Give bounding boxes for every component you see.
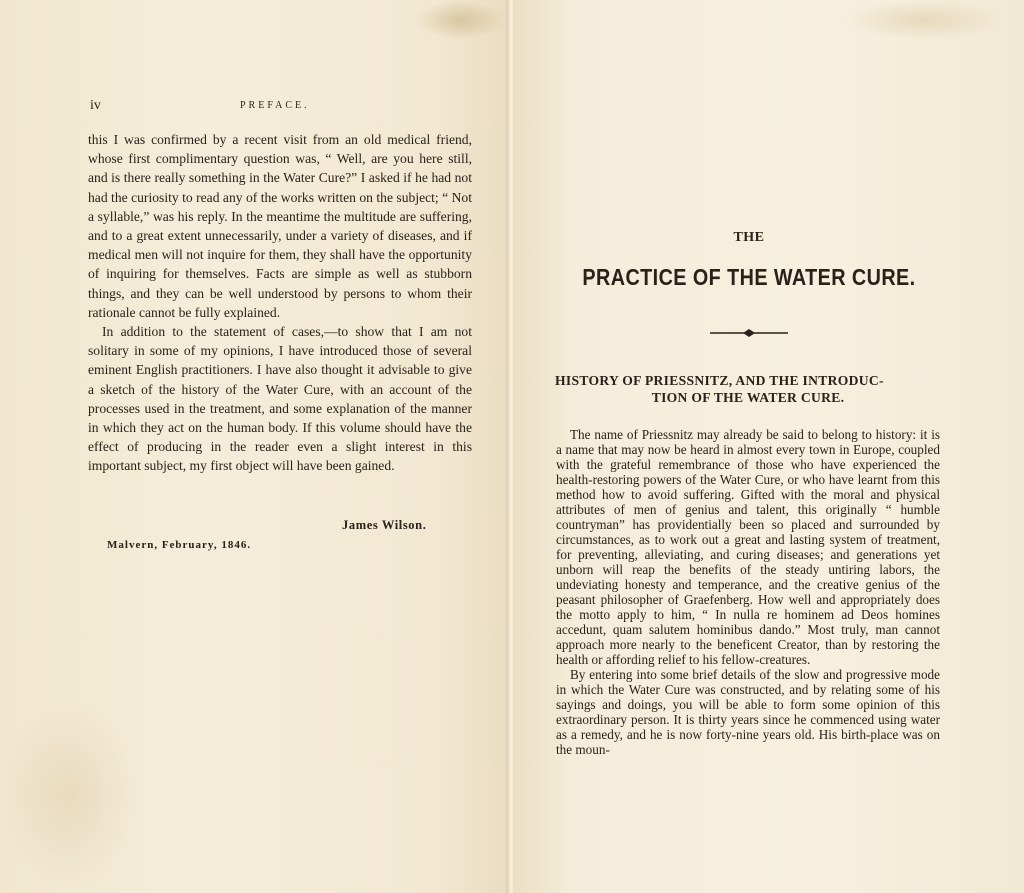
paper-stain <box>415 0 505 40</box>
section-heading <box>555 372 941 406</box>
paragraph: The name of Priessnitz may already be said to belong to history: it is a name that may now be heard in almost every town in Europe, coupled with the grateful remembrance of those who have experienced the health-restoring powers of the Water Cure, or who have learnt from this method how to avoid suffering. Gifted with the moral and physical attributes of men of genius and talent, this originally “ humble countryman” has providentially been so placed and surrounded by circumstances, as to work out a great and lasting system of treatment, for preventing, alleviating, and curing diseases; and generations yet unborn will reap the benefits of the steady untiring labors, the undeviating honesty and temperance, and the creative genius of the peasant philosopher of Graefenberg. How well and appropriately does the motto apply to him, “ In nulla re hominem ad Deos homines accedunt, quam salutem hominibus dando.” Most truly, man cannot approach more nearly to the beneficent Creator, than by restoring the health or affording relief to his fellow-creatures. <box>556 427 940 667</box>
book-title: PRACTICE OF THE WATER CURE. <box>582 264 916 290</box>
chapter-text <box>556 427 940 757</box>
paper-stain <box>0 700 140 890</box>
running-header-title: PREFACE. <box>240 100 310 111</box>
preface-text <box>88 130 472 476</box>
paragraph: By entering into some brief details of the slow and progressive mode in which the Water Cure was constructed, and by relating some of his sayings and doings, you will be able to form some opinion of this extraordinary person. It is thirty years since he commenced using water as a remedy, and he is now forty-nine years old. His birth-place was on the moun- <box>556 667 940 757</box>
title-the: THE <box>733 230 765 245</box>
author-signature: James Wilson. <box>342 518 427 532</box>
divider-ornament <box>710 327 788 339</box>
left-page <box>0 0 510 893</box>
section-heading-line: TION OF THE WATER CURE. <box>651 390 845 405</box>
running-header <box>0 98 510 116</box>
paragraph: In addition to the statement of cases,—to show that I am not solitary in some of my opinions, I have introduced those of several eminent English practitioners. I have also thought it advisable to give a sketch of the history of the Water Cure, with an account of the processes used in the treatment, and some explanation of the manner in which they act on the human body. If this volume should have the effect of producing in the reader even a slight interest in this important subject, my first object will have been gained. <box>88 324 472 474</box>
paragraph: this I was confirmed by a recent visit from an old medical friend, whose first complimentary question was, “ Well, are you here still, and is there really something in the Water Cure?” I asked if he had not had the curiosity to read any of the works written on the subject; “ Not a syllable,” was his reply. In the meantime the multitude are suffering, and to a great extent unnecessarily, under a variety of diseases, and if medical men will not inquire for them, they shall have the opportunity of inquiring for themselves. Facts are simple as well as stubborn things, and they can be well understood by persons to whom their rationale cannot be fully explained. <box>88 132 472 320</box>
page-number: iv <box>90 98 101 113</box>
section-heading-line: HISTORY OF PRIESSNITZ, AND THE INTRODUC- <box>555 373 884 388</box>
dateline: Malvern, February, 1846. <box>107 539 252 551</box>
paper-stain <box>844 0 1004 40</box>
